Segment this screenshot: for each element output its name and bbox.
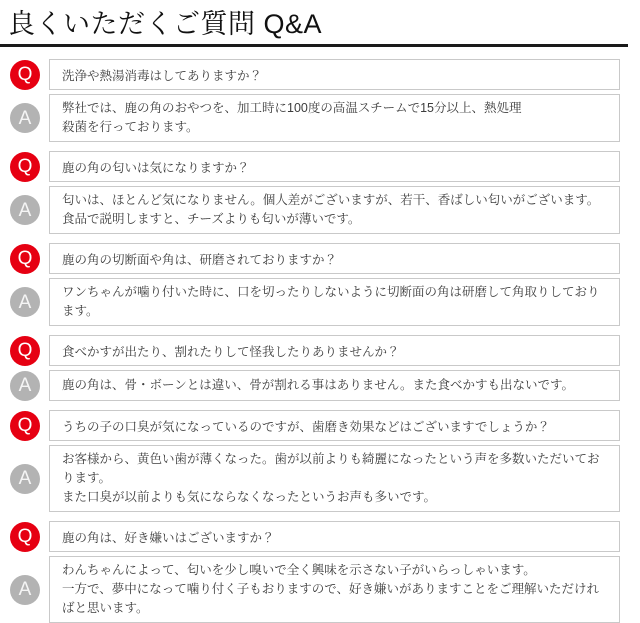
answer-icon: A bbox=[10, 464, 40, 494]
qa-list bbox=[0, 59, 640, 623]
question-row bbox=[10, 151, 620, 182]
answer-line: わんちゃんによって、匂いを少し嗅いで全く興味を示さない子がいらっしゃいます。 bbox=[62, 563, 536, 577]
question-text: 洗浄や熱湯消毒はしてありますか？ bbox=[62, 68, 263, 83]
answer-row bbox=[10, 94, 620, 142]
answer-icon: A bbox=[10, 371, 40, 401]
qa-pair bbox=[0, 521, 640, 623]
question-text: 鹿の角は、好き嫌いはございますか？ bbox=[62, 530, 275, 545]
question-icon: Q bbox=[10, 244, 40, 274]
question-icon: Q bbox=[10, 60, 40, 90]
answer-icon: A bbox=[10, 575, 40, 605]
qa-pair bbox=[0, 59, 640, 142]
answer-box bbox=[49, 186, 620, 234]
question-icon: Q bbox=[10, 152, 40, 182]
question-box bbox=[49, 521, 620, 552]
answer-box bbox=[49, 94, 620, 142]
qa-pair bbox=[0, 243, 640, 326]
question-box bbox=[49, 243, 620, 274]
question-row bbox=[10, 243, 620, 274]
page-title: 良くいただくご質問 Q&A bbox=[8, 9, 323, 39]
answer-icon: A bbox=[10, 103, 40, 133]
answer-line: また口臭が以前よりも気にならなくなったというお声も多いです。 bbox=[62, 490, 437, 504]
answer-box bbox=[49, 556, 620, 623]
answer-row bbox=[10, 370, 620, 401]
qa-pair bbox=[0, 335, 640, 401]
answer-line: 殺菌を行っております。 bbox=[62, 120, 199, 134]
question-row bbox=[10, 59, 620, 90]
qa-pair bbox=[0, 410, 640, 512]
question-box bbox=[49, 59, 620, 90]
question-row bbox=[10, 410, 620, 441]
question-icon: Q bbox=[10, 411, 40, 441]
question-text: 鹿の角の切断面や角は、研磨されておりますか？ bbox=[62, 252, 338, 267]
question-text: 鹿の角の匂いは気になりますか？ bbox=[62, 160, 250, 175]
question-icon: Q bbox=[10, 522, 40, 552]
answer-row bbox=[10, 186, 620, 234]
answer-line: 一方で、夢中になって噛り付く子もおりますので、好き嫌いがありますことをご理解いただければと思います。 bbox=[62, 582, 600, 615]
answer-icon: A bbox=[10, 287, 40, 317]
answer-line: 食品で説明しますと、チーズよりも匂いが薄いです。 bbox=[62, 212, 361, 226]
question-icon: Q bbox=[10, 336, 40, 366]
answer-line: ワンちゃんが噛り付いた時に、口を切ったりしないように切断面の角は研磨して角取りしております。 bbox=[62, 285, 600, 318]
question-box bbox=[49, 410, 620, 441]
answer-line: 弊社では、鹿の角のおやつを、加工時に100度の高温スチームで15分以上、熱処理 bbox=[62, 101, 522, 115]
question-row bbox=[10, 521, 620, 552]
answer-box bbox=[49, 445, 620, 512]
answer-line: お客様から、黄色い歯が薄くなった。歯が以前よりも綺麗になったという声を多数いただいております。 bbox=[62, 452, 600, 485]
question-text: うちの子の口臭が気になっているのですが、歯磨き効果などはございますでしょうか？ bbox=[62, 419, 550, 434]
answer-line: 鹿の角は、骨・ボーンとは違い、骨が割れる事はありません。また食べかすも出ないです。 bbox=[62, 378, 575, 392]
question-box bbox=[49, 151, 620, 182]
question-text: 食べかすが出たり、割れたりして怪我したりありませんか？ bbox=[62, 344, 400, 359]
question-box bbox=[49, 335, 620, 366]
answer-icon: A bbox=[10, 195, 40, 225]
answer-box bbox=[49, 370, 620, 401]
answer-row bbox=[10, 278, 620, 326]
answer-line: 匂いは、ほとんど気になりません。個人差がございますが、若干、香ばしい匂いがございます。 bbox=[62, 193, 600, 207]
answer-row bbox=[10, 556, 620, 623]
question-row bbox=[10, 335, 620, 366]
answer-row bbox=[10, 445, 620, 512]
page-header bbox=[0, 0, 628, 47]
qa-pair bbox=[0, 151, 640, 234]
answer-box bbox=[49, 278, 620, 326]
